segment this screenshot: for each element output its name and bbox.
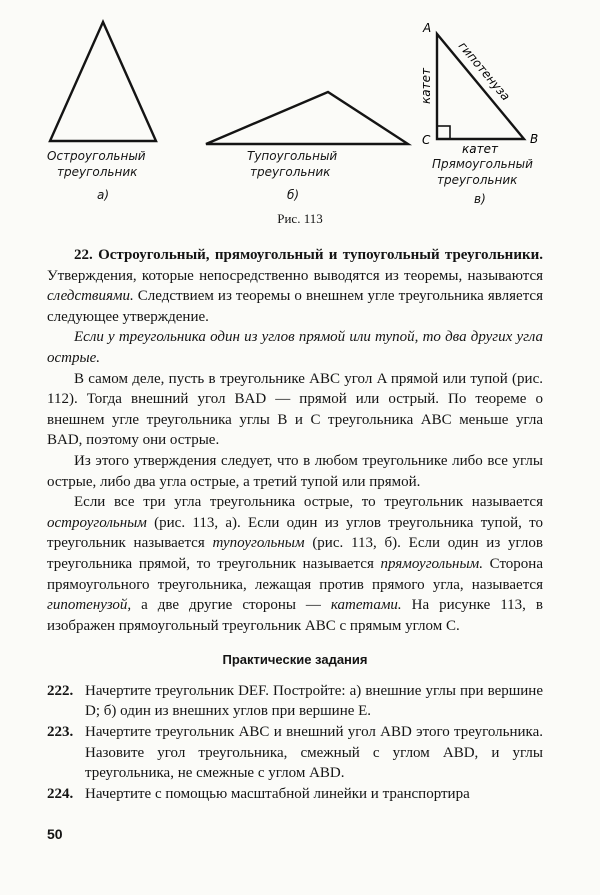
exercise-item <box>47 722 543 784</box>
exercise-item <box>47 784 543 805</box>
exercise-number: 224. <box>47 785 74 802</box>
right-angle-mark <box>437 126 450 139</box>
figure-caption: Рис. 113 <box>277 211 323 226</box>
figure-113 <box>0 0 600 230</box>
page-number: 50 <box>47 826 63 842</box>
term-legs: катетами. <box>330 597 402 614</box>
statement: Если у треугольника один из углов прямой или тупой, то два других угла острые. <box>47 329 543 366</box>
exercise-text: Начертите треугольник DEF. Постройте: а) внешние углы при вершине D; б) один из внешних углов при вершине E. <box>85 682 543 720</box>
caption-c: Прямоугольный треугольник в) <box>432 157 533 206</box>
paragraph-corollary: Из этого утверждения следует, что в любом треугольнике либо все углы острые, либо два угла острые, а третий тупой или прямой. <box>47 452 543 490</box>
right-triangle <box>437 34 524 139</box>
exercise-item <box>47 681 543 722</box>
main-text <box>47 245 543 804</box>
acute-triangle <box>50 22 156 141</box>
exercise-number: 223. <box>47 724 74 741</box>
term-obtuse: тупоугольным <box>212 535 305 552</box>
paragraph-classification: Если все три угла треугольника острые, то треугольник называется остроугольным (рис. 113, а). Если один из углов треугольника тупой, то треугольник называется тупоугольным (рис. 113, б). Если один из углов треугольника прямой, то треугольник называется прямоугольным. Сторона прямоугольного треугольника, лежащая против прямого угла, называется гипотенузой, а две другие стороны — катетами. На рисунке 113, в изображен прямоугольный треугольник ABC с прямым углом C. <box>47 494 543 634</box>
vertex-a-label: A <box>423 21 432 35</box>
paragraph-proof: В самом деле, пусть в треугольнике ABC угол A прямой или тупой (рис. 112). Тогда внешний угол BAD — прямой или острый. По теореме о внешнем угле треугольника углы B и C треугольника ABC меньше угла BAD, поэтому они острые. <box>47 370 543 449</box>
term-right: прямоугольным. <box>380 555 483 572</box>
paragraph-definition: 22. Остроугольный, прямоугольный и тупоугольный треугольники. Утверждения, которые непосредственно выводятся из теоремы, называются следствиями. Следствием из теоремы о внешнем угле треугольника является следующее утверждение. <box>47 247 543 325</box>
exercise-number: 222. <box>47 682 74 699</box>
term-consequences: следствиями. <box>47 288 134 305</box>
exercise-text: Начертите с помощью масштабной линейки и транспортира <box>85 785 470 802</box>
caption-a: Остроугольный треугольник а) <box>47 149 146 202</box>
section-heading: 22. Остроугольный, прямоугольный и тупоугольный треугольники. <box>74 247 543 263</box>
exercise-text: Начертите треугольник ABC и внешний угол ABD этого треугольника. Назовите угол треугольника, смежный с углом ABD, и углы треугольника, не смежные с углом ABD. <box>85 724 543 782</box>
vertex-c-label: C <box>422 133 431 147</box>
term-acute: остроугольным <box>47 514 147 531</box>
hypotenuse-label: гипотенуза <box>455 38 513 104</box>
term-hypotenuse: гипотенузой, <box>47 597 132 614</box>
horizontal-leg-label: катет <box>462 142 498 156</box>
vertical-leg-label: катет <box>419 68 433 104</box>
practice-title: Практические задания <box>222 652 368 668</box>
obtuse-triangle <box>206 92 408 144</box>
caption-b: Тупоугольный треугольник б) <box>247 149 338 202</box>
vertex-b-label: B <box>530 132 539 146</box>
